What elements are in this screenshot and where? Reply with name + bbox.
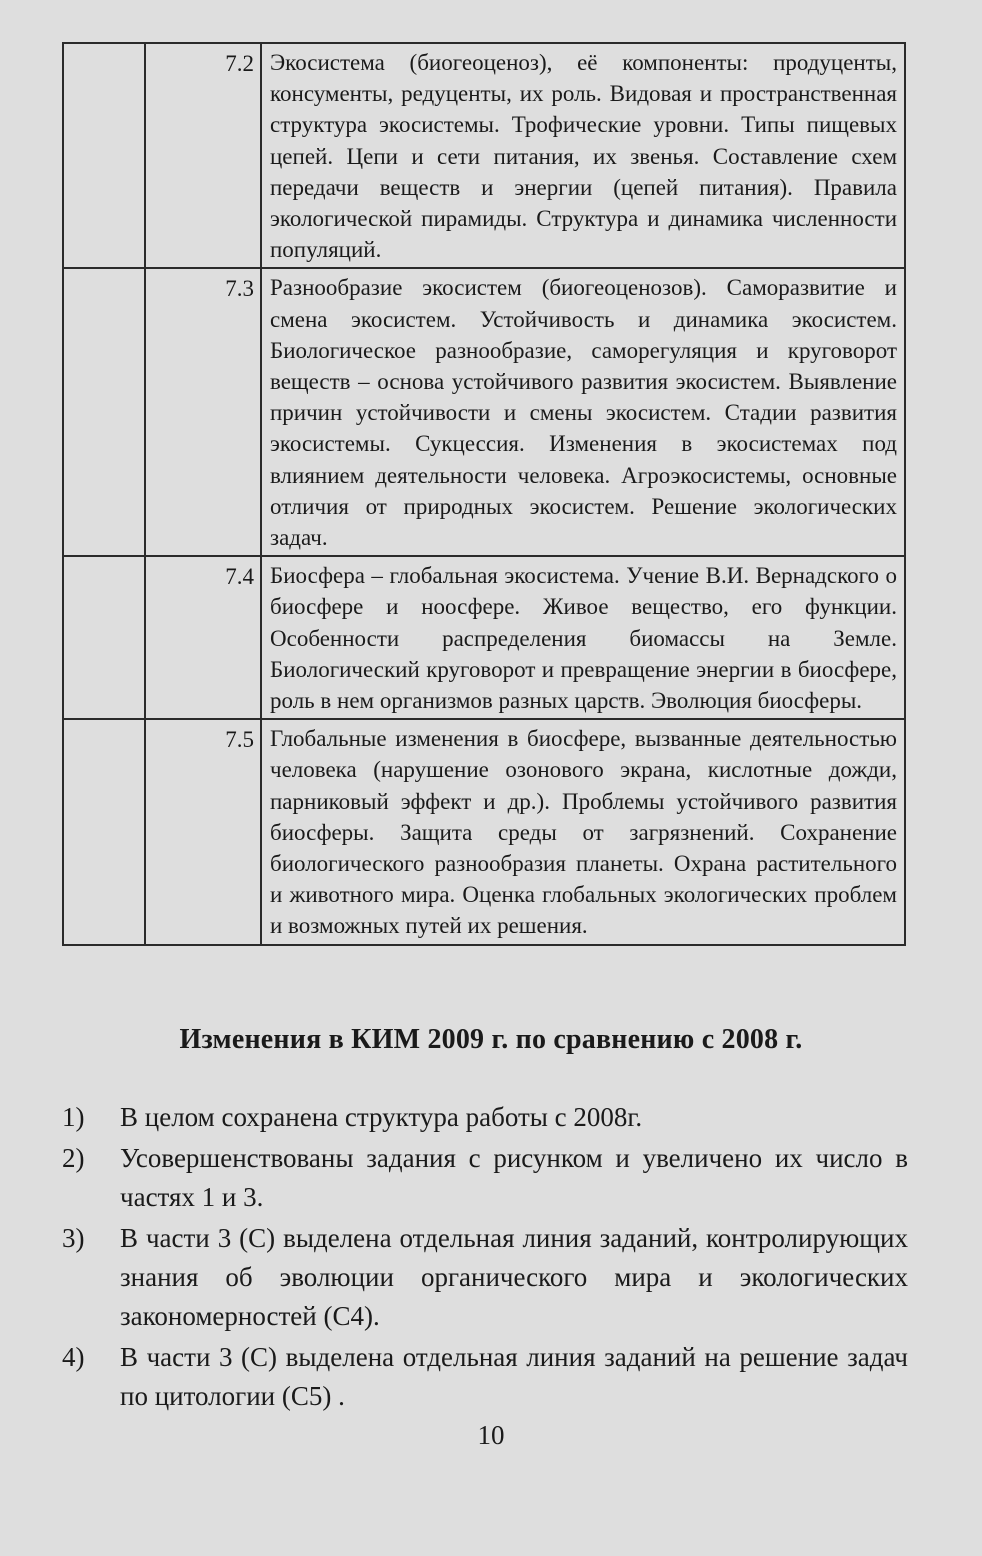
table-row xyxy=(63,556,905,719)
list-item-text: Усовершенствованы задания с рисунком и увеличено их число в частях 1 и 3. xyxy=(120,1143,908,1212)
topic-description: Разнообразие экосистем (биогеоценозов). Саморазвитие и смена экосистем. Устойчивость и динамика экосистем. Биологическое разнообразие, саморегуляция и круговорот веществ – основа устойчивого развития экосистем. Выявление причин устойчивости и смены экосистем. Стадии развития экосистемы. Сукцессия. Изменения в экосистемах под влиянием деятельности человека. Агроэкосистемы, основные отличия от природных экосистем. Решение экологических задач. xyxy=(261,268,905,556)
table-row xyxy=(63,719,905,944)
list-item xyxy=(62,1338,908,1416)
list-item-number: 4) xyxy=(62,1342,85,1372)
empty-cell xyxy=(63,268,145,556)
list-item xyxy=(62,1219,908,1336)
topic-code: 7.4 xyxy=(145,556,261,719)
list-item xyxy=(62,1098,908,1137)
topic-description: Глобальные изменения в биосфере, вызванные деятельностью человека (нарушение озонового экрана, кислотные дожди, парниковый эффект и др.). Проблемы устойчивого развития биосферы. Защита среды от загрязнений. Сохранение биологического разнообразия планеты. Охрана растительного и животного мира. Оценка глобальных экологических проблем и возможных путей их решения. xyxy=(261,719,905,944)
list-item-text: В целом сохранена структура работы с 2008г. xyxy=(120,1102,643,1132)
list-item-number: 3) xyxy=(62,1223,85,1253)
topic-description: Экосистема (биогеоценоз), её компоненты: продуценты, консументы, редуценты, их роль. Видовая и пространственная структура экосистемы. Трофические уровни. Типы пищевых цепей. Цепи и сети питания, их звенья. Составление схем передачи веществ и энергии (цепей питания). Правила экологической пирамиды. Структура и динамика численности популяций. xyxy=(261,43,905,268)
list-item-text: В части 3 (С) выделена отдельная линия заданий, контролирующих знания об эволюции органического мира и экологических закономерностей (С4). xyxy=(120,1223,908,1331)
list-item-number: 2) xyxy=(62,1143,85,1173)
topic-code: 7.2 xyxy=(145,43,261,268)
topic-code: 7.3 xyxy=(145,268,261,556)
empty-cell xyxy=(63,43,145,268)
list-item xyxy=(62,1139,908,1217)
section-heading: Изменения в КИМ 2009 г. по сравнению с 2008 г. xyxy=(179,1024,803,1055)
table-row xyxy=(63,268,905,556)
empty-cell xyxy=(63,556,145,719)
table-row xyxy=(63,43,905,268)
empty-cell xyxy=(63,719,145,944)
topic-code: 7.5 xyxy=(145,719,261,944)
page-number: 10 xyxy=(477,1420,505,1450)
list-item-text: В части 3 (С) выделена отдельная линия заданий на решение задач по цитологии (С5) . xyxy=(120,1342,908,1411)
topics-table xyxy=(62,42,906,946)
changes-list xyxy=(62,1098,908,1418)
topic-description: Биосфера – глобальная экосистема. Учение В.И. Вернадского о биосфере и ноосфере. Живое вещество, его функции. Особенности распределения биомассы на Земле. Биологический круговорот и превращение энергии в биосфере, роль в нем организмов разных царств. Эволюция биосферы. xyxy=(261,556,905,719)
list-item-number: 1) xyxy=(62,1102,85,1132)
